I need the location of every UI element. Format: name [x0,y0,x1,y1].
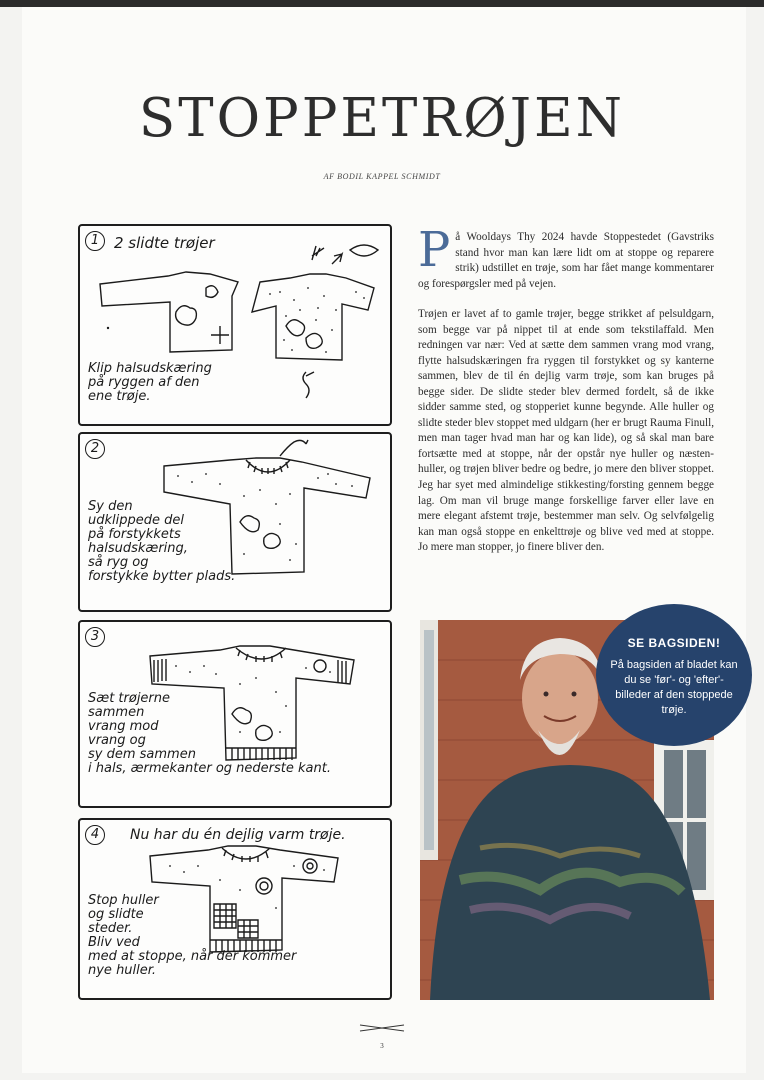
step-number: 1 [85,231,105,251]
step-text: Klip halsudskæring på ryggen af den ene trøje. [88,361,212,404]
step-1-panel [78,224,392,426]
step-text: Sæt trøjerne sammen vrang mod vrang og sy dem sammen i hals, ærmekanter og nederste kant. [88,691,331,776]
step-4-panel [78,818,392,1000]
article-title: STOPPETRØJEN [138,88,626,149]
page-number: 3 [380,1042,384,1050]
step-number: 2 [85,439,105,459]
crossed-needles-divider [358,1020,406,1036]
intro-paragraph [418,222,714,292]
step-number: 4 [85,825,105,845]
drop-cap: P [418,222,451,278]
page-edge [0,0,764,7]
body-text: Trøjen er lavet af to gamle trøjer, begge strikket af pelsuldgarn, som begge var på nippet til at ende som tekstilaffald. Men redningen var nær: Ved at sætte dem sammen vrang mod vrang, flytte halsudskæringen fra ryggen til forstykket og sy kanterne sammen, blev de til én dejlig varm trøje, som kan bruges på begge sider. De slidte steder blev dermed fordelt, så de ikke sidder samme sted, og stopperiet kunne begynde. Alle huller og slidte steder blev stoppet med uldgarn (her er brugt Rauma Finull, men man tager hvad man har og kan lide), og så skal man bare fortsætte med at stoppe, når der opstår nye huller og næsten-huller, og trøjen bliver bedre og bedre, jo mere den bliver stoppet. Jeg har syet med almindelige stikkesting/forsting gennem begge lag. Om man vil bruge mange forskellige farver eller lave en mere elegant afstemt trøje, bestemmer man selv. Og selvfølgelig kan man også stoppe en enkelttrøje og blive ved med at stoppe. Jo mere man stopper, jo finere bliver den. [418,308,714,554]
step-text: Sy den udklippede del på forstykkets halsudskæring, så ryg og forstykke bytter plads. [88,499,236,584]
step-3-panel [78,620,392,808]
byline: AF BODIL KAPPEL SCHMIDT [323,172,441,181]
badge-title: SE BAGSIDEN! [627,636,721,650]
body-paragraph [418,307,714,556]
step-number: 3 [85,627,105,647]
step-heading: Nu har du én dejlig varm trøje. [130,827,346,843]
step-heading: 2 slidte trøjer [114,234,215,252]
badge-text: På bagsiden af bladet kan du se 'før'- og 'efter'-billeder af den stoppede trøje. [610,659,738,716]
step-text: Stop huller og slidte steder. Bliv ved med at stoppe, når der kommer nye huller. [88,893,297,978]
intro-text: å Wooldays Thy 2024 havde Stoppestedet (Gavstriks stand hvor man kan lære lidt om at stoppe og reparere strik) udstillet en trøje, som har fået mange kommentarer og forespørgsler med på vejen. [418,231,714,290]
see-back-badge [596,604,752,746]
step-2-panel [78,432,392,612]
